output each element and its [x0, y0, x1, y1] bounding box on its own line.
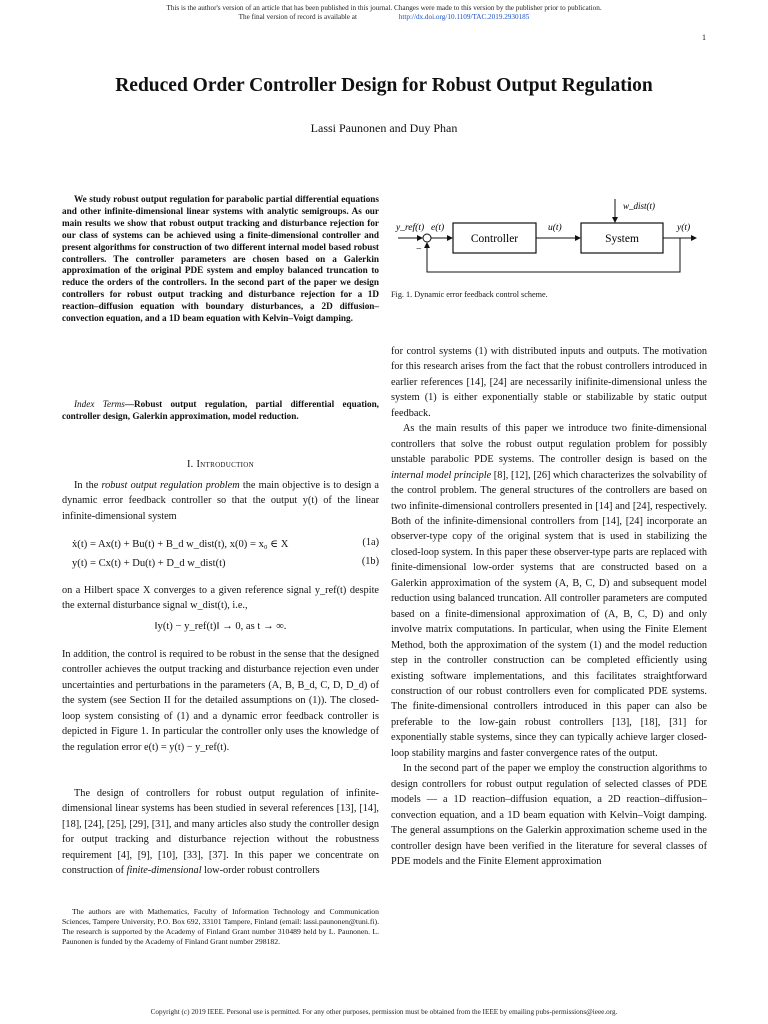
minus-sign: −	[416, 244, 422, 255]
header-final-version: The final version of record is available at	[238, 13, 357, 21]
controller-label: Controller	[470, 233, 519, 245]
index-terms	[62, 398, 379, 422]
equation-1b-number: (1b)	[361, 556, 379, 567]
intro-paragraph-1: In the robust output regulation problem the main objective is to design a dynamic error feedback controller so that the output y(t) of the linear infinite-dimensional system	[62, 480, 380, 522]
header-notice	[0, 4, 768, 22]
equation-1	[62, 535, 379, 575]
section-heading	[62, 459, 379, 470]
index-terms-label: Index Terms	[74, 399, 125, 409]
copyright-notice: Copyright (c) 2019 IEEE. Personal use is permitted. For any other purposes, permission must be obtained from the IEEE by emailing pubs-permissions@ieee.org.	[150, 1008, 618, 1016]
equation-1a-number: (1a)	[362, 537, 379, 548]
equation-1b: y(t) = Cx(t) + Du(t) + D_d w_dist(t)	[72, 558, 226, 569]
equation-2: ‖y(t) − y_ref(t)‖ → 0, as t → ∞.	[154, 621, 287, 632]
paper-title: Reduced Order Controller Design for Robust Output Regulation	[115, 75, 653, 96]
yref-label: y_ref(t)	[396, 223, 425, 233]
header-line-2	[0, 13, 768, 22]
u-label: u(t)	[548, 223, 562, 233]
section-numeral: I.	[186, 459, 194, 470]
right-paragraph-3: In the second part of the paper we employ the construction algorithms to design controllers for robust output regulation of selected classes of PDE models — a 1D reaction–diffusion equation, a 2D reaction–diffusion–convection equation, and a 1D beam equation with Kelvin–Voigt damping. The general assumptions on the Galerkin approximation scheme used in the controller design have been verified in the literature for several classes of PDE models and the Finite Element approximation	[391, 763, 707, 867]
intro-paragraph-2: on a Hilbert space X converges to a given reference signal y_ref(t) despite the external disturbance signal w_dist(t), i.e.,	[62, 585, 379, 612]
summing-junction	[423, 234, 431, 242]
index-terms-text: —Robust output regulation, partial differential equation, controller design, Galerkin approximation, model reduction.	[62, 399, 379, 421]
right-paragraph-2: As the main results of this paper we introduce two finite-dimensional controllers that solve the robust output regulation problem for possibly unstable parabolic PDE systems. The controller design is based on the internal model principle [8], [12], [26] which characterizes the solvability of the control problem. The general structures of the controllers are based on two infinite-dimensional controllers presented in [14] and [24], respectively. Both of the infinite-dimensional controllers from [14], [24] incorporate an observer-type copy of the original system that is used in stabilizing the closed-loop system. In this paper these observer-type parts are replaced with finite-dimensional low-order systems that are constructed based on a Galerkin approximation of the system (A, B, C, D) and subsequent model reduction using balanced truncation. All controller parameters are computed based on a finite-dimensional approximation of (A, B, C, D) and only involve matrix computations. In particular, when using the Finite Element Method, both the approximation of the system (1) and the model reduction step in the controller construction can be completed efficiently using existing software implementations, and this facilitates straightforward construction of our robust controllers even for complicated PDE systems. The finite-dimensional controllers introduced in this paper can also be preferable to the low-gain robust controllers [13], [18], [31] for exponentially stable systems, since they can typically achieve larger closed-loop stability margins and faster convergence rates of the output.	[391, 423, 707, 759]
figure-caption: Fig. 1. Dynamic error feedback control scheme.	[391, 290, 548, 299]
section-title: Introduction	[196, 459, 255, 470]
system-label: System	[605, 233, 639, 245]
intro-paragraph-4: The design of controllers for robust output regulation of infinite-dimensional linear systems has been studied in several references [13], [14], [18], [24], [25], [29], [31], and many articles also study the controller design for output tracking and disturbance rejection without the robustness requirement [4], [9], [10], [33], [37]. In this paper we concentrate on construction of finite-dimensional low-order robust controllers	[62, 788, 379, 877]
abstract: We study robust output regulation for parabolic partial differential equations and other infinite-dimensional linear systems with analytic semigroups. As our main results we show that robust output tracking and disturbance rejection for our class of systems can be achieved using a finite-dimensional controller and present algorithms for construction of two different internal model based robust controllers. The controller parameters are chosen based on a Galerkin approximation of the original PDE system and employ balanced truncation to reduce the orders of the controllers. In the second part of the paper we design controllers for robust output tracking and disturbance rejection for a 1D reaction–diffusion equation with boundary disturbances, a 2D diffusion–convection equation, and a 1D beam equation with Kelvin–Voigt damping.	[62, 194, 379, 324]
equation-1a: ẋ(t) = Ax(t) + Bu(t) + B_d w_dist(t), x(0) = x₀ ∈ X	[72, 539, 289, 550]
page-number: 1	[702, 33, 706, 42]
footnote: The authors are with Mathematics, Faculty of Information Technology and Communication Sciences, Tampere University, P.O. Box 692, 33101 Tampere, Finland (email: lassi.paunonen@tuni.fi). The research is supported by the Academy of Finland Grant number 310489 held by L. Paunonen. L. Paunonen is funded by the Academy of Finland Grant number 298182.	[62, 907, 379, 946]
paper-authors: Lassi Paunonen and Duy Phan	[310, 121, 458, 135]
header-line-1: This is the author's version of an article that has been published in this journal. Changes were made to this version by the publisher prior to publication.	[166, 4, 602, 12]
right-paragraph-1: for control systems (1) with distributed inputs and outputs. The motivation for this research arises from the fact that the robust controllers introduced in earlier references [14], [24] are necessarily inifinite-dimensional unless the system (1) is either exponentially stable or stabilizable by static output feedback.	[391, 346, 707, 419]
right-column	[391, 344, 707, 869]
figure-1	[390, 190, 706, 290]
error-label: e(t)	[431, 223, 445, 233]
y-label: y(t)	[677, 223, 691, 233]
intro-paragraph-3: In addition, the control is required to be robust in the sense that the designed controller achieves the output tracking and disturbance rejection even under uncertainties and perturbations in the parameters (A, B, B_d, C, D, D_d) of the system (see Section II for the detailed assumptions on (1)). The closed-loop system consisting of (1) and a dynamic error feedback controller is depicted in Figure 1. In particular the controller only uses the knowledge of the regulation error e(t) = y(t) − y_ref(t).	[62, 649, 379, 753]
control-scheme-diagram	[390, 190, 706, 285]
doi-link[interactable]: http://dx.doi.org/10.1109/TAC.2019.2930185	[398, 13, 530, 21]
wdist-label: w_dist(t)	[623, 201, 656, 211]
